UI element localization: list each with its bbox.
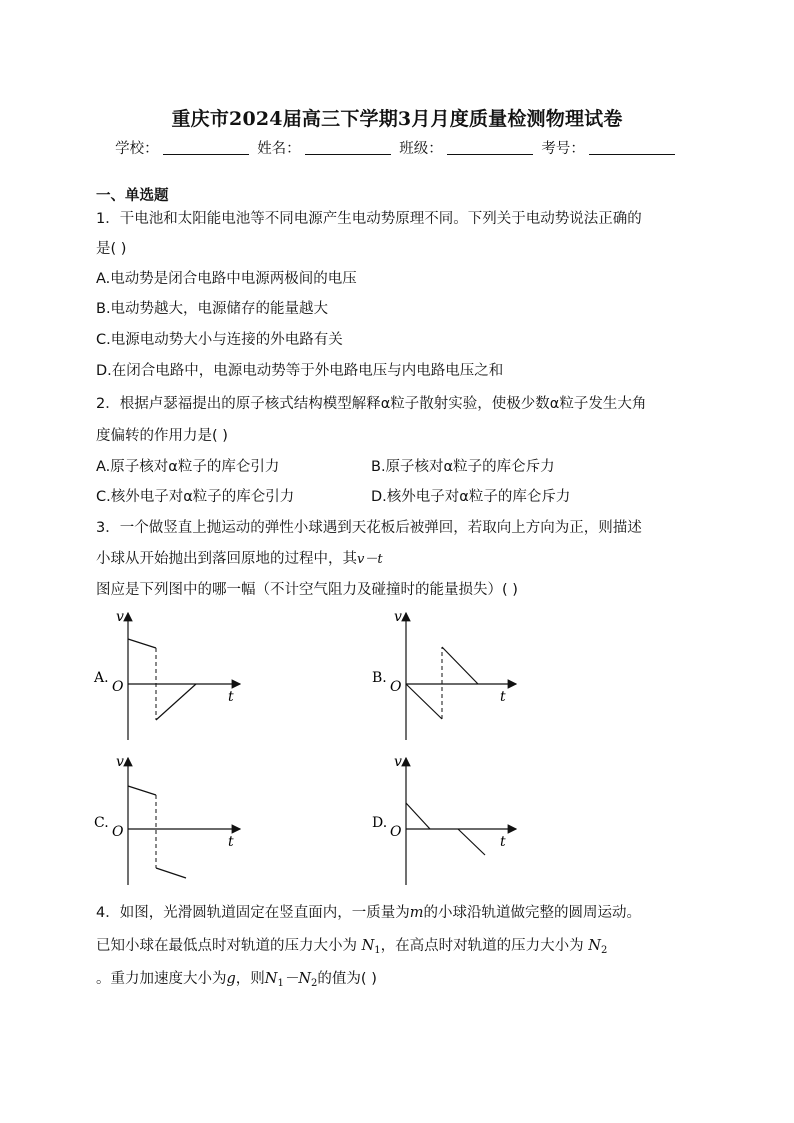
q2-option-c: C.核外电子对α粒子的库仑引力 (96, 489, 295, 505)
t-axis-label: t (228, 834, 234, 850)
q4-stem-line2 (96, 934, 607, 956)
graph-c-label: C. (94, 815, 109, 831)
q4-stem-line1 (96, 901, 641, 922)
t-axis-label: t (500, 834, 506, 850)
q1-stem-line1: 1．干电池和太阳能电池等不同电源产生电动势原理不同。下列关于电动势说法正确的 (96, 211, 642, 227)
number-blank (589, 140, 675, 155)
q1-option-c: C.电源电动势大小与连接的外电路有关 (96, 332, 343, 348)
q4-g-symbol: g (226, 971, 236, 987)
velocity-line (442, 647, 478, 684)
q3-stem-line1: 3．一个做竖直上抛运动的弹性小球遇到天花板后被弹回，若取向上方向为正，则描述 (96, 520, 642, 536)
student-info-row (0, 137, 794, 158)
q1-option-b: B.电动势越大，电源储存的能量越大 (96, 301, 329, 317)
section-heading: 一、单选题 (96, 188, 169, 204)
velocity-line (458, 829, 485, 855)
q1-stem-line2: 是( ) (96, 241, 127, 257)
q4-line2-text: 已知小球在最低点时对轨道的压力大小为 (96, 938, 357, 954)
v-axis-label: v (116, 609, 124, 625)
q4-line2-mid: ，在高点时对轨道的压力大小为 (380, 938, 584, 954)
graph-d-label: D. (372, 815, 388, 831)
origin-label: O (390, 824, 402, 840)
velocity-line (406, 803, 430, 829)
q2-option-d: D.核外电子对α粒子的库仑斥力 (371, 489, 571, 505)
class-blank (447, 140, 533, 155)
graph-a (90, 605, 260, 745)
q3-stem-line3: 图应是下列图中的哪一幅（不计空气阻力及碰撞时的能量损失）( ) (96, 582, 518, 598)
q4-line1-end: 的小球沿轨道做完整的圆周运动。 (423, 905, 641, 921)
q4-n2-symbol: $N_2$ (588, 938, 608, 956)
class-label: 班级： (399, 141, 443, 157)
velocity-line (156, 868, 186, 878)
q4-mass-symbol: m (409, 905, 424, 921)
graph-a-label: A. (94, 670, 109, 686)
graph-b (368, 605, 538, 745)
velocity-line (128, 639, 156, 648)
v-axis-label: v (394, 754, 402, 770)
name-label: 姓名： (257, 141, 301, 157)
graph-c (90, 750, 260, 890)
v-axis-label: v (116, 754, 124, 770)
school-label: 学校： (115, 141, 159, 157)
name-blank (305, 140, 391, 155)
graph-b-label: B. (372, 670, 387, 686)
origin-label: O (390, 679, 402, 695)
q4-line1-text: 4．如图，光滑圆轨道固定在竖直面内，一质量为 (96, 905, 410, 921)
origin-label: O (112, 679, 124, 695)
q4-line3-mid: ，则 (235, 971, 265, 987)
q1-option-a: A.电动势是闭合电路中电源两极间的电压 (96, 271, 357, 287)
origin-label: O (112, 824, 124, 840)
velocity-line (406, 684, 442, 719)
q2-stem-line1: 2．根据卢瑟福提出的原子核式结构模型解释α粒子散射实验，使极少数α粒子发生大角 (96, 396, 647, 412)
q4-n1-minus-n2: $N_1-N_2$ (264, 971, 318, 989)
v-axis-label: v (394, 609, 402, 625)
q4-stem-line3 (96, 967, 377, 989)
page-title: 重庆市2024届高三下学期3月月度质量检测物理试卷 (171, 108, 623, 130)
q3-stem-line2-text: 小球从开始抛出到落回原地的过程中，其 (96, 551, 357, 567)
q2-option-b: B.原子核对α粒子的库仑斥力 (371, 459, 555, 475)
q3-stem-line2 (96, 547, 383, 568)
graph-d (368, 750, 538, 890)
t-axis-label: t (500, 689, 506, 705)
q2-stem-line2: 度偏转的作用力是( ) (96, 428, 228, 444)
school-blank (163, 140, 249, 155)
q2-option-a: A.原子核对α粒子的库仑引力 (96, 459, 280, 475)
q4-n1-symbol: $N_1$ (361, 938, 381, 956)
t-axis-label: t (228, 689, 234, 705)
q4-line3-end: 的值为( ) (317, 971, 377, 987)
q4-line3-text: 。重力加速度大小为 (96, 971, 227, 987)
q3-vt-symbol: v－t (357, 552, 383, 567)
q1-option-d: D.在闭合电路中，电源电动势等于外电路电压与内电路电压之和 (96, 363, 504, 379)
velocity-line (156, 684, 196, 720)
velocity-line (128, 786, 156, 795)
number-label: 考号： (541, 141, 585, 157)
